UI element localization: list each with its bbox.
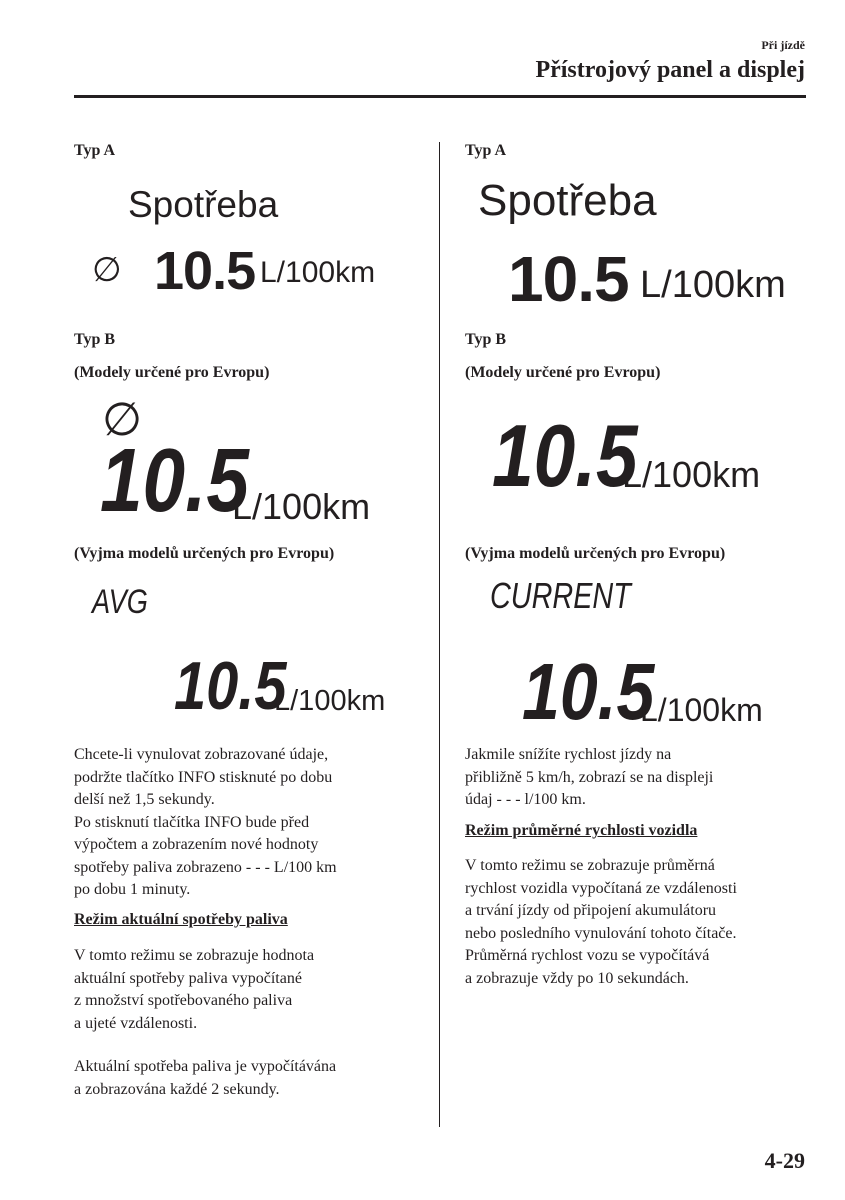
left-europe-label: (Modely určené pro Evropu) (74, 364, 270, 381)
right-europe-unit: L/100km (622, 454, 761, 495)
text-line: Jakmile snížíte rychlost jízdy na (465, 746, 672, 763)
right-europe-segment-value: 10.5 (492, 406, 638, 505)
text-line: a ujeté vzdálenosti. (74, 1014, 198, 1032)
right-type-b-label: Typ B (465, 331, 507, 348)
left-type-a-title: Spotřeba (128, 184, 279, 225)
right-paragraph-mode (465, 855, 810, 990)
text-line: V tomto režimu se zobrazuje průměrná (465, 857, 715, 874)
right-non-europe-segment-value: 10.5 (522, 647, 655, 736)
text-line: delší než 1,5 sekundy. (74, 791, 215, 808)
text-line: V tomto režimu se zobrazuje hodnota (74, 947, 315, 964)
right-europe-label: (Modely určené pro Evropu) (465, 364, 661, 381)
right-type-a-unit: L/100km (640, 264, 786, 306)
text-line: po dobu 1 minuty. (74, 881, 191, 898)
left-non-europe-segment-value: 10.5 (174, 648, 287, 724)
text-line: údaj - - - l/100 km. (465, 791, 586, 808)
text-line: podržte tlačítko INFO stisknuté po dobu (74, 768, 333, 786)
left-type-a-value: 10.5 (154, 241, 256, 301)
text-line: přibližně 5 km/h, zobrazí se na displeji (465, 768, 714, 786)
text-line: rychlost vozidla vypočítaná ze vzdálenosti (465, 879, 737, 897)
text-line: a zobrazována každé 2 sekundy. (74, 1080, 280, 1098)
right-non-europe-unit: L/100km (640, 692, 763, 728)
section-name: Při jízdě (761, 38, 805, 52)
text-line: Po stisknutí tlačítka INFO bude před (74, 813, 310, 831)
page-title: Přístrojový panel a displej (535, 57, 805, 83)
text-line: spotřeby paliva zobrazeno - - - L/100 km (74, 858, 337, 876)
left-paragraph-interval (74, 1056, 434, 1101)
text-line: Chcete-li vynulovat zobrazované údaje, (74, 746, 329, 763)
left-europe-segment-value: 10.5 (100, 431, 249, 531)
text-line: výpočtem a zobrazením nové hodnoty (74, 836, 319, 853)
left-type-b-label: Typ B (74, 331, 116, 348)
left-mode-indicator: AVG (92, 583, 148, 621)
left-non-europe-label: (Vyjma modelů určených pro Evropu) (74, 545, 335, 562)
left-non-europe-unit: L/100km (274, 685, 386, 717)
right-section-heading: Režim průměrné rychlosti vozidla (465, 822, 698, 839)
left-type-a-unit: L/100km (260, 256, 376, 289)
left-paragraph-mode (74, 945, 434, 1035)
text-line: z množství spotřebovaného paliva (74, 992, 293, 1009)
right-type-a-title: Spotřeba (478, 176, 657, 225)
right-non-europe-label: (Vyjma modelů určených pro Evropu) (465, 545, 726, 562)
left-type-a-label: Typ A (74, 142, 116, 159)
text-line: a trvání jízdy od připojení akumulátoru (465, 902, 717, 919)
text-line: Průměrná rychlost vozu se vypočítává (465, 947, 710, 964)
right-mode-indicator: CURRENT (490, 575, 631, 616)
column-divider (439, 142, 440, 1127)
header-rule (74, 95, 806, 98)
left-section-heading: Režim aktuální spotřeby paliva (74, 911, 288, 928)
left-europe-unit: L/100km (232, 486, 371, 527)
text-line: Aktuální spotřeba paliva je vypočítávána (74, 1058, 337, 1075)
left-average-symbol-icon: ∅ (92, 251, 122, 289)
text-line: aktuální spotřeby paliva vypočítané (74, 969, 302, 987)
right-type-a-label: Typ A (465, 142, 507, 159)
page-number: 4-29 (764, 1148, 805, 1173)
right-type-a-value: 10.5 (508, 243, 629, 315)
left-paragraph-reset (74, 744, 434, 902)
right-paragraph-low-speed (465, 744, 810, 812)
text-line: a zobrazuje vždy po 10 sekundách. (465, 969, 689, 987)
left-europe-average-symbol-icon: ∅ (102, 393, 143, 445)
text-line: nebo posledního vynulování tohoto čítače. (465, 924, 737, 942)
